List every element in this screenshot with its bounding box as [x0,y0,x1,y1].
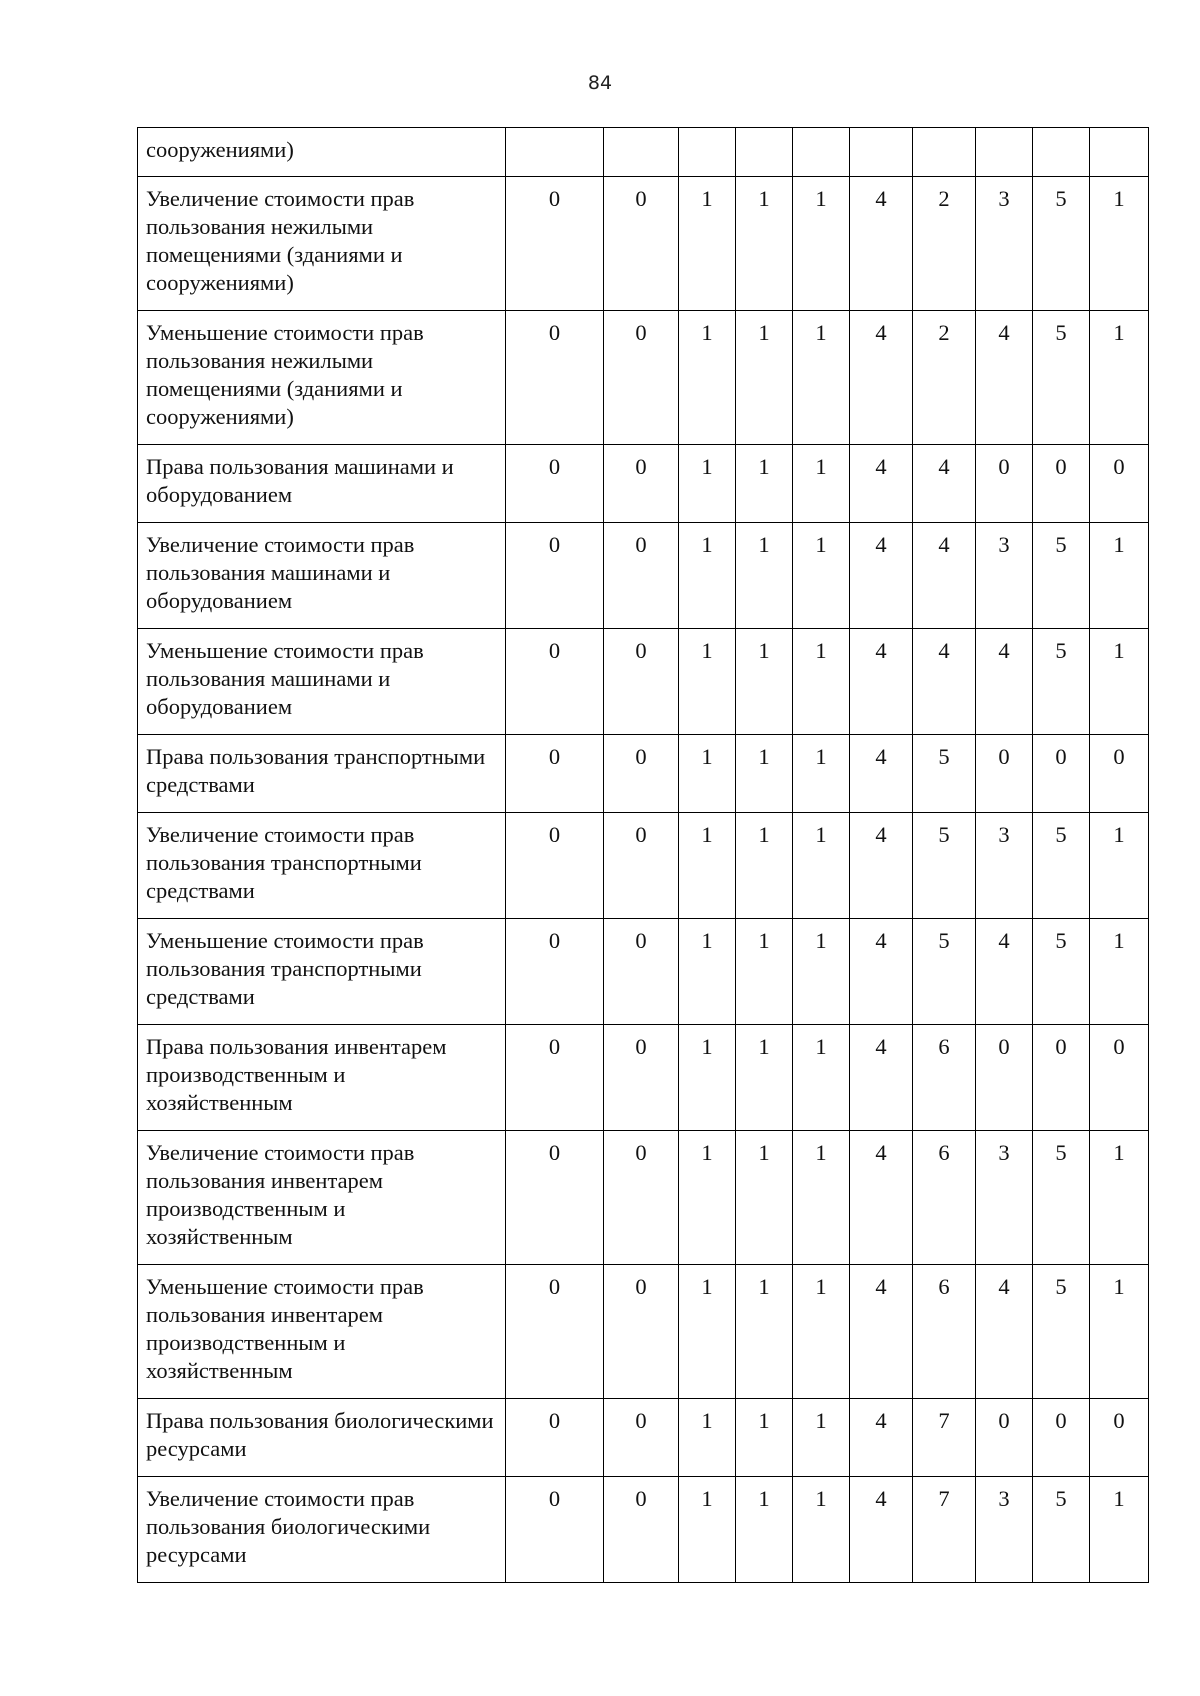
code-cell: 0 [506,523,604,629]
code-cell: 0 [604,445,679,523]
table-row [138,629,1149,735]
code-cell: 1 [1090,629,1149,735]
code-cell: 6 [913,1265,976,1399]
code-cell: 3 [976,523,1033,629]
code-cell: 5 [1033,523,1090,629]
row-label: Увеличение стоимости прав пользования инвентарем производственным и хозяйственным [138,1131,506,1265]
code-cell [736,128,793,177]
table-row [138,813,1149,919]
code-cell: 6 [913,1131,976,1265]
code-cell: 5 [913,919,976,1025]
code-cell: 1 [1090,311,1149,445]
code-cell: 1 [793,311,850,445]
codes-table [137,127,1149,1583]
code-cell: 1 [679,919,736,1025]
code-cell: 0 [1033,735,1090,813]
row-label: сооружениями) [138,128,506,177]
code-cell: 7 [913,1477,976,1583]
code-cell [506,128,604,177]
code-cell: 0 [1090,445,1149,523]
code-cell: 0 [1090,1025,1149,1131]
code-cell: 1 [1090,523,1149,629]
table-row [138,311,1149,445]
code-cell: 1 [736,629,793,735]
code-cell: 5 [1033,311,1090,445]
code-cell: 4 [850,311,913,445]
code-cell: 1 [736,1131,793,1265]
row-label: Права пользования биологическими ресурсами [138,1399,506,1477]
code-cell: 1 [736,919,793,1025]
code-cell: 3 [976,813,1033,919]
code-cell: 1 [736,177,793,311]
code-cell: 0 [976,735,1033,813]
code-cell: 4 [850,1399,913,1477]
code-cell: 1 [793,1131,850,1265]
code-cell: 4 [850,1265,913,1399]
code-cell: 1 [679,177,736,311]
code-cell: 4 [850,523,913,629]
code-cell: 0 [1033,1025,1090,1131]
code-cell [1090,128,1149,177]
code-cell: 1 [679,735,736,813]
code-cell: 0 [506,919,604,1025]
code-cell: 1 [679,523,736,629]
code-cell: 0 [604,1131,679,1265]
row-label: Увеличение стоимости прав пользования биологическими ресурсами [138,1477,506,1583]
code-cell: 4 [976,629,1033,735]
table-row [138,1025,1149,1131]
code-cell: 1 [1090,1477,1149,1583]
code-cell [679,128,736,177]
code-cell: 5 [1033,1131,1090,1265]
row-label: Увеличение стоимости прав пользования нежилыми помещениями (зданиями и сооружениями) [138,177,506,311]
code-cell: 1 [679,1265,736,1399]
table-row [138,1131,1149,1265]
code-cell: 1 [793,177,850,311]
code-cell: 1 [736,311,793,445]
code-cell: 0 [604,1265,679,1399]
code-cell: 1 [736,1265,793,1399]
code-cell: 1 [736,523,793,629]
code-cell: 0 [506,445,604,523]
code-cell [604,128,679,177]
code-cell: 4 [850,1131,913,1265]
code-cell: 1 [793,629,850,735]
code-cell: 0 [506,1265,604,1399]
code-cell: 1 [793,735,850,813]
table-row [138,128,1149,177]
table-row [138,1399,1149,1477]
code-cell: 4 [976,311,1033,445]
code-cell: 1 [793,523,850,629]
code-cell: 1 [736,813,793,919]
code-cell: 0 [1090,1399,1149,1477]
code-cell: 1 [736,1025,793,1131]
code-cell: 1 [736,445,793,523]
code-cell: 5 [1033,629,1090,735]
row-label: Уменьшение стоимости прав пользования инвентарем производственным и хозяйственным [138,1265,506,1399]
code-cell: 1 [1090,177,1149,311]
code-cell: 4 [913,523,976,629]
code-cell: 0 [506,813,604,919]
code-cell: 1 [793,919,850,1025]
code-cell: 1 [793,1399,850,1477]
code-cell: 0 [506,1399,604,1477]
code-cell: 1 [793,1265,850,1399]
table-row [138,735,1149,813]
code-cell: 1 [793,1477,850,1583]
code-cell [850,128,913,177]
code-cell: 0 [604,177,679,311]
table-row [138,177,1149,311]
code-cell: 1 [679,445,736,523]
row-label: Уменьшение стоимости прав пользования нежилыми помещениями (зданиями и сооружениями) [138,311,506,445]
code-cell: 1 [736,735,793,813]
code-cell: 3 [976,1477,1033,1583]
table-row [138,1265,1149,1399]
code-cell: 0 [506,177,604,311]
code-cell: 0 [604,629,679,735]
code-cell: 4 [913,445,976,523]
code-cell: 1 [679,311,736,445]
code-cell: 0 [506,735,604,813]
code-cell: 4 [850,177,913,311]
code-cell: 1 [736,1399,793,1477]
table-row [138,919,1149,1025]
table-row [138,445,1149,523]
table-row [138,1477,1149,1583]
code-cell: 0 [604,523,679,629]
code-cell: 4 [976,919,1033,1025]
code-cell: 1 [1090,1265,1149,1399]
code-cell: 0 [506,1131,604,1265]
code-cell: 1 [736,1477,793,1583]
code-cell: 5 [1033,1265,1090,1399]
row-label: Уменьшение стоимости прав пользования транспортными средствами [138,919,506,1025]
code-cell: 7 [913,1399,976,1477]
code-cell [1033,128,1090,177]
code-cell: 4 [850,1025,913,1131]
code-cell: 1 [793,445,850,523]
code-cell: 5 [1033,1477,1090,1583]
code-cell: 1 [1090,919,1149,1025]
code-cell: 0 [604,1399,679,1477]
code-cell: 4 [976,1265,1033,1399]
code-cell [913,128,976,177]
code-cell: 0 [604,311,679,445]
code-cell: 0 [604,813,679,919]
code-cell: 1 [679,1131,736,1265]
code-cell: 0 [604,1477,679,1583]
code-cell: 1 [679,1025,736,1131]
code-cell: 0 [604,919,679,1025]
code-cell: 5 [1033,919,1090,1025]
code-cell [793,128,850,177]
row-label: Уменьшение стоимости прав пользования машинами и оборудованием [138,629,506,735]
code-cell: 0 [506,1025,604,1131]
row-label: Права пользования машинами и оборудованием [138,445,506,523]
code-cell: 0 [604,735,679,813]
code-cell: 1 [793,813,850,919]
code-cell: 3 [976,177,1033,311]
code-cell: 0 [976,445,1033,523]
code-cell: 1 [793,1025,850,1131]
code-cell: 1 [679,629,736,735]
row-label: Права пользования инвентарем производственным и хозяйственным [138,1025,506,1131]
code-cell: 0 [976,1399,1033,1477]
table-body [138,128,1149,1583]
code-cell: 1 [1090,1131,1149,1265]
code-cell: 0 [1090,735,1149,813]
code-cell: 0 [506,311,604,445]
code-cell: 3 [976,1131,1033,1265]
code-cell: 6 [913,1025,976,1131]
table-row [138,523,1149,629]
code-cell: 2 [913,177,976,311]
code-cell: 5 [1033,813,1090,919]
code-cell: 1 [679,1399,736,1477]
code-cell: 1 [679,813,736,919]
code-cell: 4 [850,919,913,1025]
code-cell: 4 [850,445,913,523]
row-label: Увеличение стоимости прав пользования машинами и оборудованием [138,523,506,629]
code-cell: 0 [976,1025,1033,1131]
code-cell: 0 [506,1477,604,1583]
page-number: 84 [587,72,613,94]
code-cell: 4 [850,813,913,919]
code-cell: 4 [850,735,913,813]
code-cell: 0 [604,1025,679,1131]
row-label: Права пользования транспортными средствами [138,735,506,813]
code-cell: 0 [506,629,604,735]
code-cell: 4 [913,629,976,735]
code-cell: 5 [913,735,976,813]
code-cell: 0 [1033,1399,1090,1477]
code-cell: 0 [1033,445,1090,523]
code-cell: 1 [1090,813,1149,919]
code-cell: 1 [679,1477,736,1583]
code-cell: 4 [850,1477,913,1583]
code-cell: 2 [913,311,976,445]
code-cell [976,128,1033,177]
row-label: Увеличение стоимости прав пользования транспортными средствами [138,813,506,919]
code-cell: 4 [850,629,913,735]
code-cell: 5 [913,813,976,919]
code-cell: 5 [1033,177,1090,311]
